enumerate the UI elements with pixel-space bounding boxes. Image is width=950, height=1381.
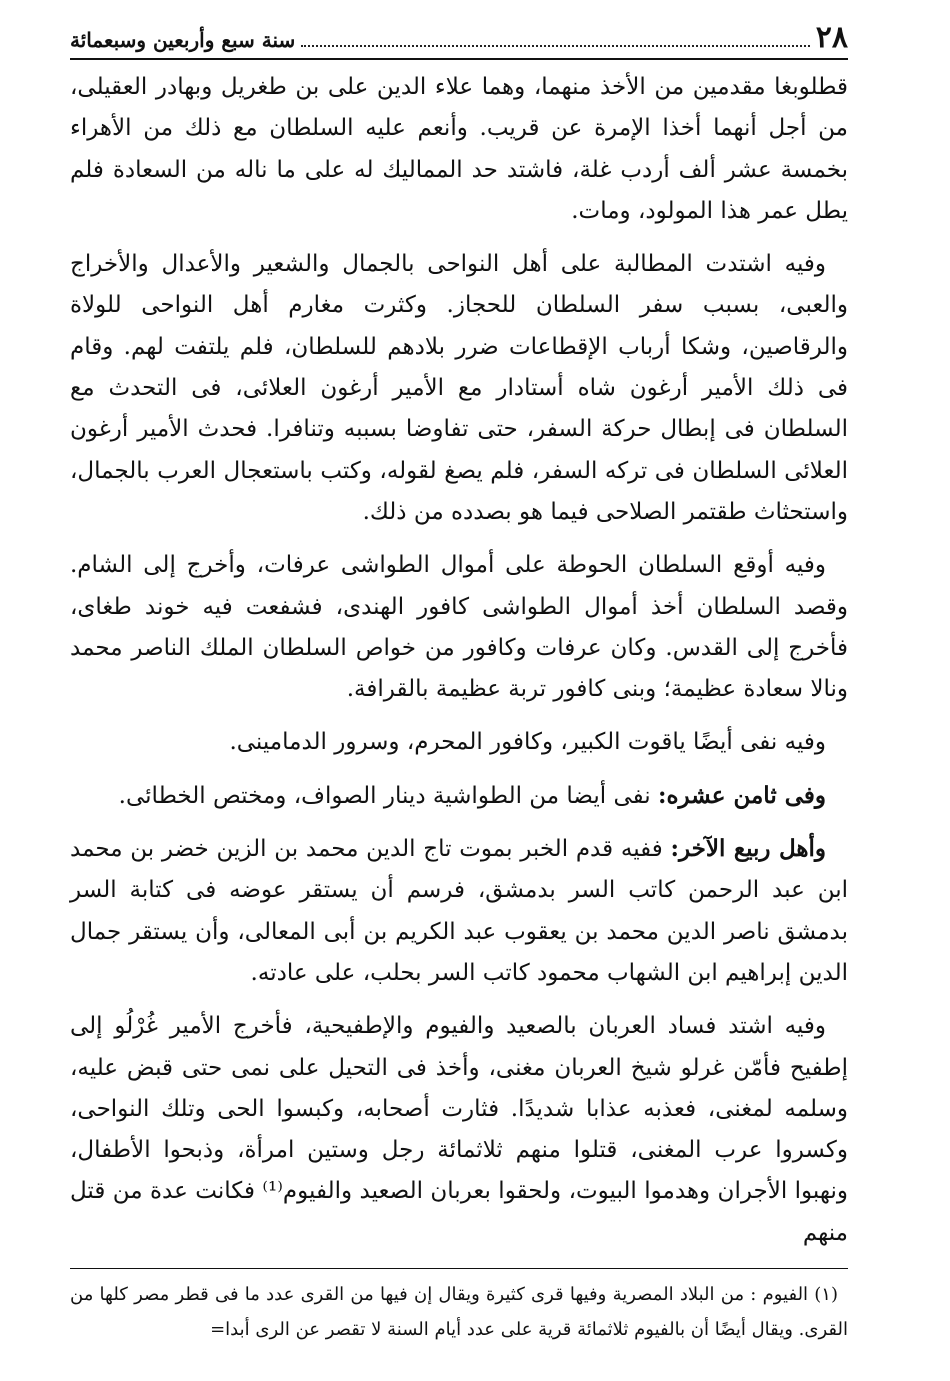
paragraph [70, 243, 848, 533]
book-page [70, 18, 848, 1365]
paragraph-text: وفيه اشتدت المطالبة على أهل النواحى بالجمال والشعير والأعدال والأخراج والعبى، بسبب سفر السلطان للحجاز. وكثرت مغارم أهل النواحى للولاة والرقاصين، وشكا أرباب الإقطاعات ضرر بلادهم للسلطان، فلم يلتفت لهم. وقام فى ذلك الأمير أرغون شاه أستادار مع الأمير أرغون العلائى، فى التحدث مع السلطان فى إبطال حركة السفر، حتى تفاوضا بسببه وتنافرا. فحدث الأمير أرغون العلائى السلطان فى تركه السفر، فلم يصغ لقوله، وكتب باستعجال العرب بالجمال، واستحثاث طقتمر الصلاحى فيما هو بصدده من ذلك. [70, 251, 848, 525]
paragraph [70, 721, 848, 763]
main-text [70, 66, 848, 1254]
paragraph-text: وفيه أوقع السلطان الحوطة على أموال الطواشى عرفات، وأخرج إلى الشام. وقصد السلطان أخذ أموال الطواشى كافور الهندى، فشفعت فيه خوند طغاى، فأخرج إلى القدس. وكان عرفات وكافور من خواص السلطان الملك الناصر محمد ونالا سعادة عظيمة؛ وبنى كافور تربة عظيمة بالقرافة. [70, 552, 848, 703]
paragraph-lead: وفى ثامن عشره: [658, 781, 826, 809]
paragraph [70, 1005, 848, 1254]
paragraph-text: قطلوبغا مقدمين من الأخذ منهما، وهما علاء الدين على بن طغريل وبهادر العقيلى، من أجل أنهما أخذا الإمرة عن قريب. وأنعم عليه السلطان مع ذلك من الأهراء بخمسة عشر ألف أردب غلة، فاشتد حد المماليك له على ما ناله من السعادة فلم يطل عمر هذا المولود، ومات. [70, 74, 848, 224]
footnote: (١) الفيوم : من البلاد المصرية وفيها قرى كثيرة ويقال إن فيها من القرى عدد ما فى قطر مصر كلها من القرى. ويقال أيضًا أن بالفيوم ثلاثمائة قرية على عدد أيام السنة لا تقصر عن الرى أبدا= [70, 1284, 848, 1341]
running-title: سنة سبع وأربعين وسبعمائة [70, 28, 296, 52]
paragraph-text: نفى أيضا من الطواشية دينار الصواف، ومختص الخطائى. [118, 782, 658, 809]
paragraph-text: وفيه نفى أيضًا ياقوت الكبير، وكافور المحرم، وسرور الدمامينى. [229, 729, 826, 756]
paragraph-text: وفيه اشتد فساد العربان بالصعيد والفيوم والإطفيحية، فأخرج الأمير غُرْلُو إلى إطفيح فأمّن غرلو شيخ العربان مغنى، وأخذ فى التحيل على نمى حتى قبض عليه، وسلمه لمغنى، فعذبه عذابا شديدًا. فثارت أصحابه، وكبسوا الحى وتلك النواحى، وكسروا عرب المغنى، قتلوا منهم ثلاثمائة رجل وستين امرأة، وذبحوا الأطفال، ونهبوا الأجران وهدموا البيوت، ولحقوا بعربان الصعيد والفيوم⁽¹⁾ فكانت عدة من قتل منهم [70, 1013, 848, 1246]
paragraph [70, 775, 848, 817]
paragraph-text: ففيه قدم الخبر بموت تاج الدين محمد بن الزين خضر بن محمد ابن عبد الرحمن كاتب السر بدمشق، فرسم أن يستقر عوضه فى كتابة السر بدمشق ناصر الدين محمد بن يعقوب عبد الكريم بن أبى المعالى، وأن يستقر جمال الدين إبراهيم ابن الشهاب محمود كاتب السر بحلب، على عادته. [70, 836, 848, 986]
header-dotted-leader [301, 44, 810, 47]
paragraph-lead: وأهل ربيع الآخر: [670, 835, 826, 863]
paragraph [70, 66, 848, 232]
paragraph [70, 828, 848, 994]
footnote-separator [70, 1268, 848, 1269]
page-number: ٢٨ [815, 20, 848, 55]
page-header [70, 18, 848, 60]
paragraph [70, 544, 848, 710]
